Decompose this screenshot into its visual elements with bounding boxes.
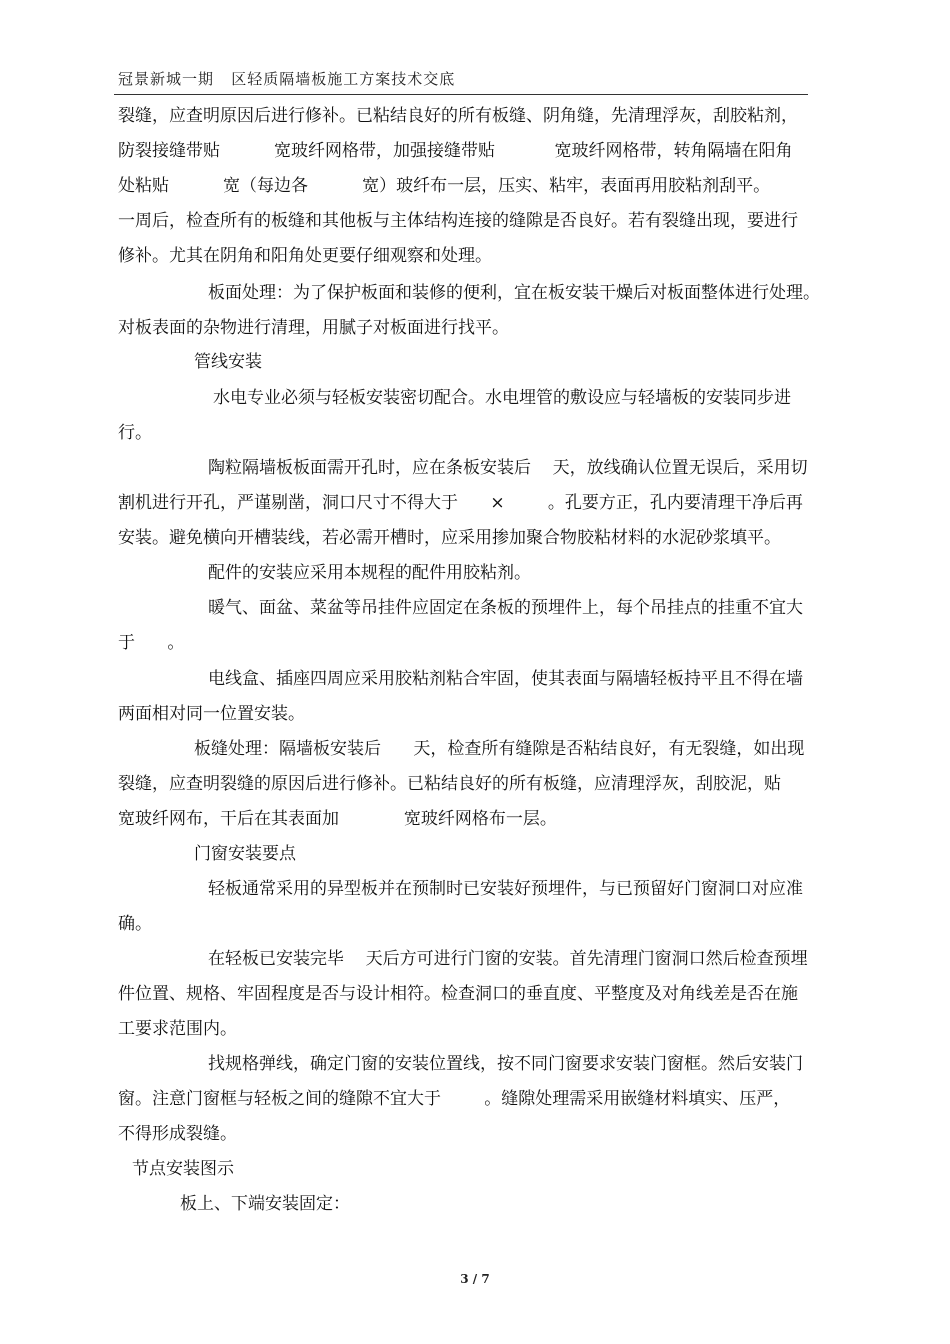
text-line: 安装。避免横向开槽装线，若必需开槽时，应采用掺加聚合物胶粘材料的水泥砂浆填平。 [118,528,781,548]
text-line: 行。 [118,423,152,443]
text-line: 宽玻纤网布，干后在其表面加 宽玻纤网格布一层。 [118,809,557,829]
page-number: 3 / 7 [460,1272,490,1286]
text-line: 电线盒、插座四周应采用胶粘剂粘合牢固，使其表面与隔墙轻板持平且不得在墙 [208,669,803,689]
text-line: 板缝处理：隔墙板安装后 天，检查所有缝隙是否粘结良好，有无裂缝，如出现 [194,739,805,759]
text-line: 两面相对同一位置安装。 [118,704,305,724]
text-line: 暖气、面盆、菜盆等吊挂件应固定在条板的预埋件上，每个吊挂点的挂重不宜大 [208,598,803,618]
text-line: 水电专业必须与轻板安装密切配合。水电埋管的敷设应与轻墙板的安装同步进 [213,388,791,408]
text-line: 不得形成裂缝。 [118,1124,237,1144]
text-line: 裂缝，应查明裂缝的原因后进行修补。已粘结良好的所有板缝，应清理浮灰，刮胶泥，贴 [118,774,781,794]
text-line: 一周后，检查所有的板缝和其他板与主体结构连接的缝隙是否良好。若有裂缝出现，要进行 [118,211,798,231]
section-heading: 门窗安装要点 [194,844,296,864]
text-line: 修补。尤其在阴角和阳角处更要仔细观察和处理。 [118,246,492,266]
section-heading: 节点安装图示 [132,1159,234,1179]
text-line: 于 。 [118,633,185,653]
text-line: 板面处理：为了保护板面和装修的便利，宜在板安装干燥后对板面整体进行处理。 [208,283,820,303]
section-heading: 管线安装 [194,352,262,372]
text-line: 件位置、规格、牢固程度是否与设计相符。检查洞口的垂直度、平整度及对角线差是否在施 [118,984,798,1004]
text-line: 板上、下端安装固定： [180,1194,350,1214]
text-line: 找规格弹线，确定门窗的安装位置线，按不同门窗要求安装门窗框。然后安装门 [208,1054,803,1074]
text-line: 割机进行开孔，严谨剔凿，洞口尺寸不得大于 × 。孔要方正，孔内要清理干净后再 [118,493,803,513]
text-line: 在轻板已安装完毕 天后方可进行门窗的安装。首先清理门窗洞口然后检查预埋 [208,949,808,969]
text-line: 窗。注意门窗框与轻板之间的缝隙不宜大于 。缝隙处理需采用嵌缝材料填实、压严， [118,1089,791,1109]
text-line: 配件的安装应采用本规程的配件用胶粘剂。 [208,563,531,583]
text-line: 工要求范围内。 [118,1019,237,1039]
header-rule [114,94,808,95]
text-line: 轻板通常采用的异型板并在预制时已安装好预埋件，与已预留好门窗洞口对应准 [208,879,803,899]
text-line: 对板表面的杂物进行清理，用腻子对板面进行找平。 [118,318,509,338]
text-line: 处粘贴 宽（每边各 宽）玻纤布一层，压实、粘牢，表面再用胶粘剂刮平。 [118,176,771,196]
page-header: 冠景新城一期 区轻质隔墙板施工方案技术交底 [118,70,456,88]
text-line: 确。 [118,914,152,934]
text-line: 裂缝，应查明原因后进行修补。已粘结良好的所有板缝、阴角缝，先清理浮灰，刮胶粘剂， [118,106,798,126]
text-line: 防裂接缝带贴 宽玻纤网格带，加强接缝带贴 宽玻纤网格带，转角隔墙在阳角 [118,141,793,161]
text-line: 陶粒隔墙板板面需开孔时，应在条板安装后 天，放线确认位置无误后，采用切 [208,458,808,478]
